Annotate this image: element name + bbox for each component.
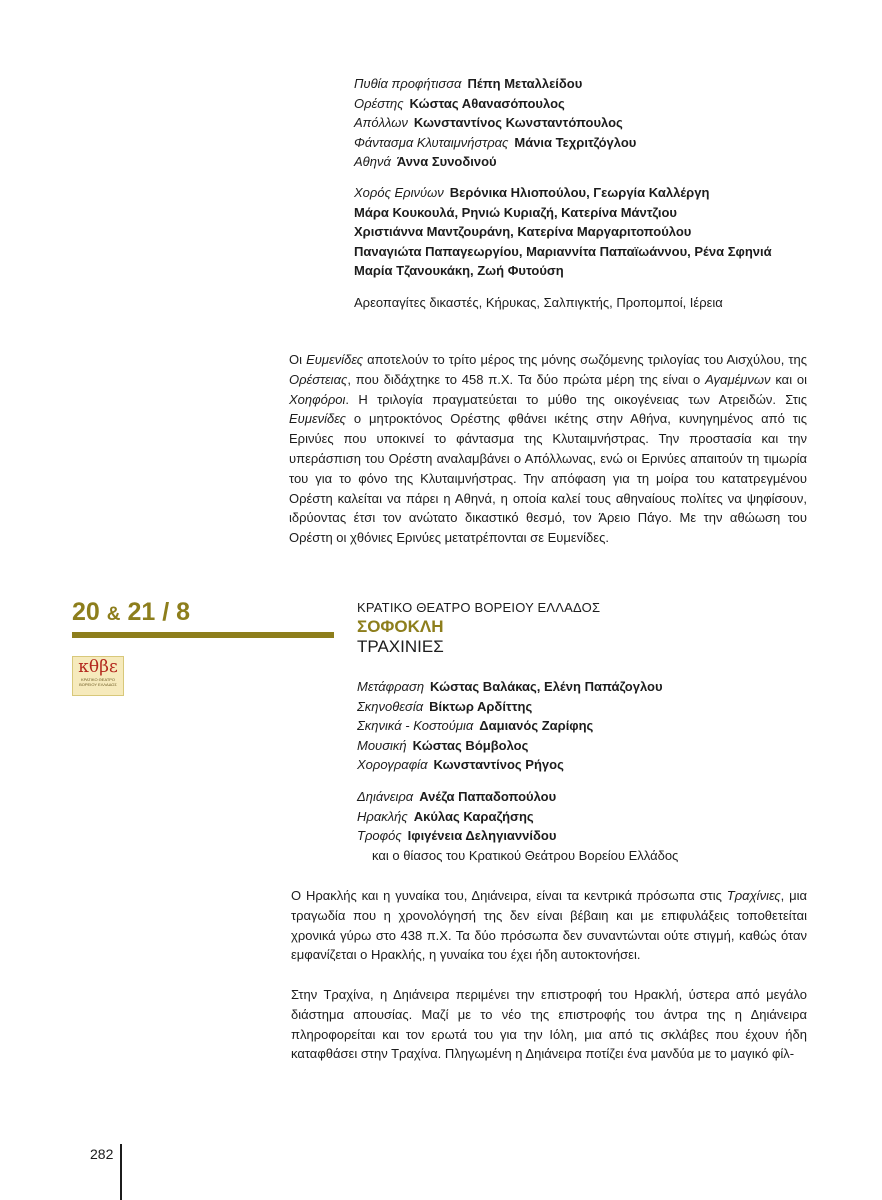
text-run: και οι (770, 371, 807, 387)
logo-mark: κθβε (78, 657, 118, 677)
role-label: Σκηνικά - Κοστούμια (357, 718, 474, 733)
cast-row (354, 152, 636, 172)
actor-name: Ιφιγένεια Δεληγιαννίδου (407, 828, 557, 843)
text-run: αποτελούν το τρίτο μέρος της μόνης σωζόμενης τριλογίας του Αισχύλου, της (363, 352, 807, 367)
actor-name: Ανέζα Παπαδοπούλου (419, 789, 557, 804)
section-divider (72, 632, 334, 638)
theatre-logo (72, 656, 124, 696)
role-label: Αθηνά (354, 154, 391, 169)
actor-name: Κώστας Αθανασόπουλος (409, 95, 565, 111)
italic-title: Αγαμέμνων (705, 371, 771, 387)
author-name: ΣΟΦΟΚΛΗ (357, 617, 444, 636)
date-month: 8 (176, 598, 191, 626)
eumenides-synopsis (289, 350, 807, 548)
crew-name: Κωνσταντίνος Ρήγος (433, 757, 564, 772)
cast-row (354, 133, 636, 153)
trachiniae-synopsis-continued: Στην Τραχίνα, η Δηιάνειρα περιμένει την επιστροφή του Ηρακλή, ύστερα από μεγάλο διάστημα απουσίας. Μαζί με το νέο της επιστροφής του άντρα της η Δηιάνειρα πληροφορείται και τον ερωτά του για την Ιόλη, μια από τις σκλάβες που έχουν ήδη καταφθάσει στην Τραχίνα. Πληγωμένη η Δηιάνειρα ποτίζει ένα μανδύα με το μαγικό φίλ- (291, 987, 807, 1062)
cast-row (357, 826, 678, 846)
text-run: Οι (289, 352, 307, 367)
crew-row (357, 697, 663, 717)
crew-name: Δαμιανός Ζαρίφης (479, 718, 594, 733)
actor-names: Βερόνικα Ηλιοπούλου, Γεωργία Καλλέργη (449, 185, 710, 200)
trachiniae-synopsis (291, 886, 807, 965)
role-label: Χορός Ερινύων (354, 185, 444, 200)
text-run: . Η τριλογία πραγματεύεται το μύθο της οικογένειας των Ατρειδών. Στις (345, 391, 807, 407)
cast-row (354, 74, 636, 94)
ensemble-line: και ο θίασος του Κρατικού Θεάτρου Βορείου Ελλάδος (372, 847, 679, 863)
extras-line (354, 293, 723, 313)
cast-row (357, 787, 678, 807)
margin-rule (120, 1144, 122, 1200)
chorus-list (354, 183, 772, 281)
chorus-row (354, 183, 772, 203)
text-run: , μια τραγωδία που η χρονολόγησή της δεν είναι βέβαιη και με επιφυλάξεις τοποθετείται χρονικά γύρω στο 438 π.Χ. Τα δύο πρόσωπα δεν συναντώνται ούτε στιγμή, καθώς όταν εμφανίζεται ο Ηρακλής, η γυναίκα του έχει ήδη αυτοκτονήσει. (291, 888, 807, 963)
role-label: Φάντασμα Κλυταιμνήστρας (354, 134, 509, 150)
role-label: Απόλλων (354, 115, 408, 130)
crew-row (357, 755, 663, 775)
chorus-row: Χριστιάννα Μαντζουράνη, Κατερίνα Μαργαριτοπούλου (354, 224, 692, 239)
date-amp: & (106, 604, 121, 625)
role-label: Τροφός (357, 828, 402, 843)
date-slash: / (162, 598, 170, 626)
role-label: Δηιάνειρα (357, 789, 414, 804)
text-run: , που διδάχτηκε το 458 π.Χ. Τα δύο πρώτα μέρη της είναι ο (347, 371, 706, 387)
actor-name: Άννα Συνοδινού (396, 154, 497, 169)
theatre-name: ΚΡΑΤΙΚΟ ΘΕΑΤΡΟ ΒΟΡΕΙΟΥ ΕΛΛΑΔΟΣ (357, 600, 601, 615)
chorus-row: Μαρία Τζανουκάκη, Ζωή Φυτούση (354, 263, 564, 278)
role-label: Ηρακλής (357, 808, 408, 824)
role-label: Πυθία προφήτισσα (354, 76, 462, 91)
date-day: 20 (72, 598, 100, 626)
page-number: 282 (90, 1146, 114, 1162)
italic-title: Ευμενίδες (289, 411, 346, 427)
role-label: Ορέστης (354, 95, 404, 111)
actor-name: Πέπη Μεταλλείδου (467, 76, 583, 91)
logo-subtitle: ΚΡΑΤΙΚΟ ΘΕΑΤΡΟ ΒΟΡΕΙΟΥ ΕΛΛΑΔΟΣ (79, 677, 117, 687)
italic-title: Ορέστειας (289, 371, 348, 387)
crew-row (357, 736, 663, 756)
actor-name: Κωνσταντίνος Κωνσταντόπουλος (413, 115, 623, 130)
role-label: Χορογραφία (357, 757, 428, 772)
actor-name: Μάνια Τεχριτζόγλου (514, 134, 637, 150)
role-label: Μετάφραση (357, 679, 425, 694)
text-run: ο μητροκτόνος Ορέστης φθάνει ικέτης στην Αθήνα, κυνηγημένος από τις Ερινύες που υποκινεί το φάντασμα της Κλυταιμνήστρας. Την προστασία και την υπεράσπιση του Ορέστη αναλαμβάνει ο Απόλλωνας, ενώ οι Ερινύες απαιτούν τη τιμωρία του για το φόνο της Κλυταιμνήστρας. Την απόφαση για τη μοίρα του κατατρεγμένου Ορέστη καλείται να πάρει η Αθηνά, η οποία καλεί τους αθηναίους πολίτες να ψηφίσουν, ιδρύοντας έτσι τον ανώτατο δικαστικό θεσμό, τον Άρειο Πάγο. Με την αθώωση του Ορέστη οι χθόνιες Ερινύες μετατρέπονται σε Ευμενίδες. (289, 411, 807, 546)
role-label: Σκηνοθεσία (357, 698, 424, 714)
chorus-row: Μάρα Κουκουλά, Ρηνιώ Κυριαζή, Κατερίνα Μάντζιου (354, 204, 677, 220)
italic-title: Χοηφόροι (289, 391, 346, 407)
cast-list-eumenides (354, 74, 636, 172)
crew-name: Κώστας Βόμβολος (412, 737, 529, 753)
crew-row (357, 716, 663, 736)
performance-date (72, 598, 190, 627)
crew-name: Βίκτωρ Αρδίττης (429, 698, 533, 714)
crew-list (357, 677, 663, 775)
actor-name: Ακύλας Καραζήσης (413, 808, 534, 824)
play-title: ΤΡΑΧΙΝΙΕΣ (357, 637, 444, 656)
text-run: Ο Ηρακλής και η γυναίκα του, Δηιάνειρα, είναι τα κεντρικά πρόσωπα στις (291, 888, 727, 903)
role-label: Μουσική (357, 737, 407, 753)
italic-title: Τραχίνιες (726, 888, 781, 903)
cast-row (354, 113, 636, 133)
italic-title: Ευμενίδες (306, 352, 364, 367)
crew-name: Κώστας Βαλάκας, Ελένη Παπάζογλου (430, 679, 663, 694)
extras-text: Αρεοπαγίτες δικαστές, Κήρυκας, Σαλπιγκτής, Προπομποί, Ιέρεια (354, 295, 723, 310)
cast-row (354, 94, 636, 114)
cast-row (357, 807, 678, 827)
cast-list-trachiniae (357, 787, 678, 865)
date-day: 21 (127, 598, 156, 626)
chorus-row: Παναγιώτα Παπαγεωργίου, Μαριαννίτα Παπαϊωάννου, Ρένα Σφηνιά (354, 243, 772, 259)
crew-row (357, 677, 663, 697)
